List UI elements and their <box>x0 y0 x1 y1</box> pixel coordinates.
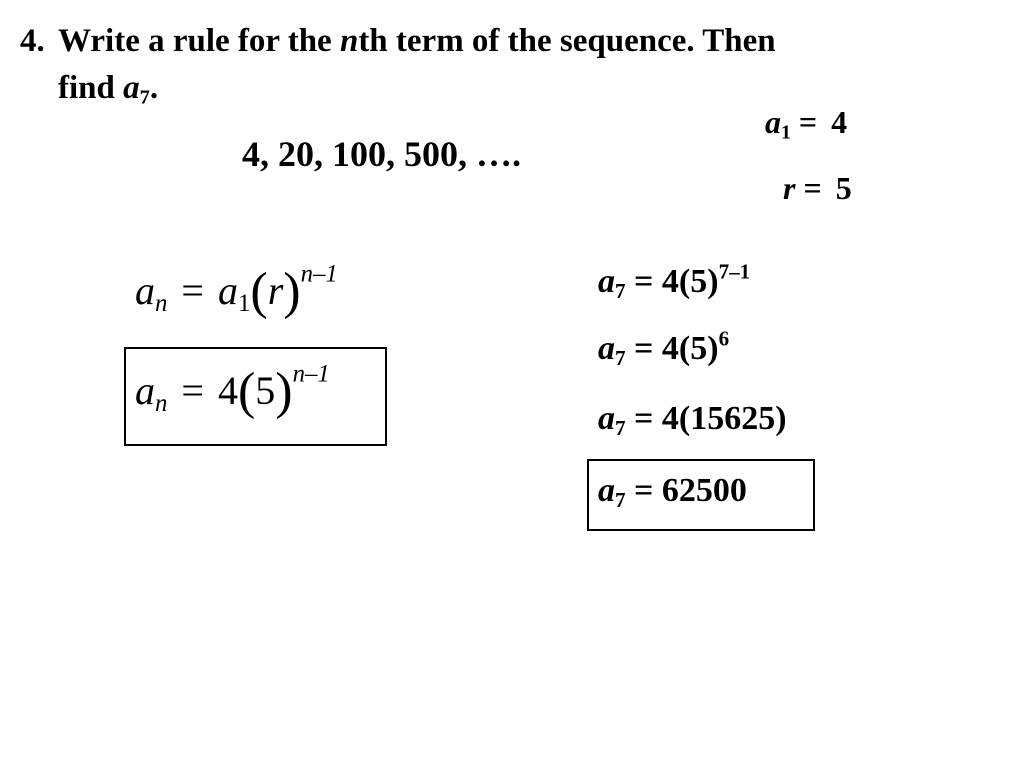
general-base: r <box>267 268 284 313</box>
step-1-var: a <box>598 263 615 300</box>
given-r-eq: = <box>795 170 822 206</box>
specific-coef: 4 <box>217 368 238 413</box>
step-1-exponent: 7–1 <box>718 259 751 284</box>
step-3-rhs: = 4(15625) <box>625 400 787 437</box>
final-answer <box>598 472 747 510</box>
step-3-sub: 7 <box>615 415 626 440</box>
general-coef-sub: 1 <box>237 289 251 317</box>
problem-text-1b: th term of the sequence. Then <box>358 23 776 59</box>
step-2-rhs: = 4(5) <box>625 330 719 367</box>
general-exponent: n–1 <box>300 260 338 288</box>
general-lhs-var: a <box>135 268 155 313</box>
given-a1-var: a <box>765 104 781 140</box>
problem-text-2b: . <box>149 70 159 106</box>
step-3-var: a <box>598 400 615 437</box>
problem-number: 4. <box>20 23 45 59</box>
problem-text-2a: find <box>58 70 124 106</box>
problem-var-n: n <box>339 23 359 59</box>
specific-formula <box>135 362 330 421</box>
problem-line-2 <box>20 65 776 112</box>
step-4-sub: 7 <box>615 487 626 512</box>
step-2-sub: 7 <box>615 345 626 370</box>
specific-close-paren: ) <box>275 363 293 420</box>
problem-sub-7: 7 <box>139 86 150 109</box>
given-r-var: r <box>783 170 796 206</box>
specific-lhs-var: a <box>135 368 155 413</box>
sequence-terms: 4, 20, 100, 500, …. <box>242 134 521 174</box>
given-a1-eq: = <box>790 104 818 140</box>
specific-exponent: n–1 <box>292 360 330 388</box>
solution-step-1 <box>598 259 751 303</box>
general-coef-var: a <box>217 268 238 313</box>
problem-text-1a: Write a rule for the <box>58 23 340 59</box>
problem-line-1 <box>20 18 776 65</box>
given-first-term <box>765 104 848 144</box>
specific-lhs-sub: n <box>155 389 168 417</box>
given-a1-sub: 1 <box>781 121 791 144</box>
specific-base: 5 <box>255 368 276 413</box>
given-ratio <box>783 170 852 207</box>
problem-statement <box>20 18 776 112</box>
general-formula <box>135 262 338 321</box>
solution-step-3 <box>598 400 787 438</box>
step-2-exponent: 6 <box>718 326 730 351</box>
general-open-paren: ( <box>250 263 268 320</box>
step-1-sub: 7 <box>615 278 626 303</box>
step-4-var: a <box>598 472 615 509</box>
general-equals: = <box>181 268 204 313</box>
step-1-rhs: = 4(5) <box>625 263 719 300</box>
given-r-value: 5 <box>835 170 852 206</box>
general-lhs-sub: n <box>155 289 168 317</box>
given-a1-value: 4 <box>831 104 848 140</box>
specific-equals: = <box>181 368 204 413</box>
general-close-paren: ) <box>283 263 301 320</box>
solution-step-2 <box>598 326 730 370</box>
specific-open-paren: ( <box>237 363 256 420</box>
problem-var-a: a <box>123 70 140 106</box>
step-4-rhs: = 62500 <box>625 472 747 509</box>
step-2-var: a <box>598 330 615 367</box>
